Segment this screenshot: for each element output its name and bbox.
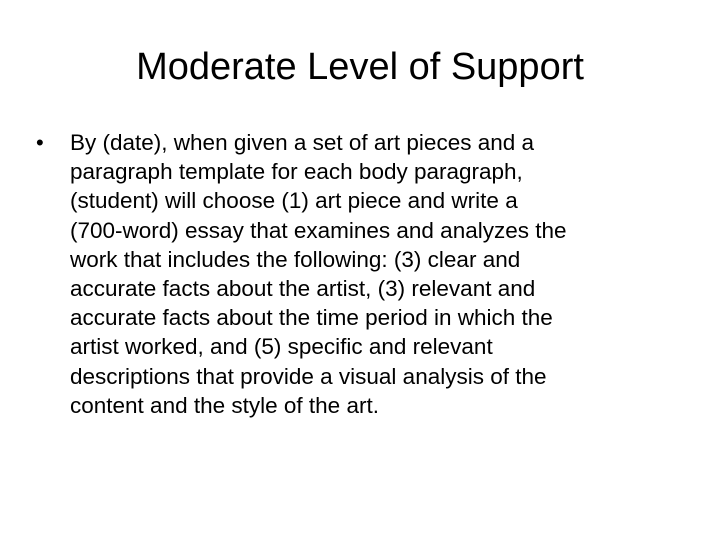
bullet-icon: • [36,130,44,155]
bullet-text-line: (student) will choose (1) art piece and write a [70,188,518,214]
bullet-text-line: descriptions that provide a visual analysis of the [70,363,547,389]
bullet-text-line: artist worked, and (5) specific and relevant [70,334,493,360]
bullet-item [36,128,684,420]
slide-title: Moderate Level of Support [136,46,584,88]
bullet-text-line: By (date), when given a set of art pieces and a [70,130,535,155]
bullet-text-line: (700-word) essay that examines and analyzes the [70,217,567,243]
bullet-text-line: paragraph template for each body paragraph, [70,159,523,185]
bullet-text-line: content and the style of the art. [70,392,379,418]
slide-body [36,128,684,420]
bullet-text-line: accurate facts about the time period in which the [70,305,553,331]
bullet-text-line: work that includes the following: (3) clear and [70,246,521,272]
bullet-text-line: accurate facts about the artist, (3) relevant and [70,276,536,302]
